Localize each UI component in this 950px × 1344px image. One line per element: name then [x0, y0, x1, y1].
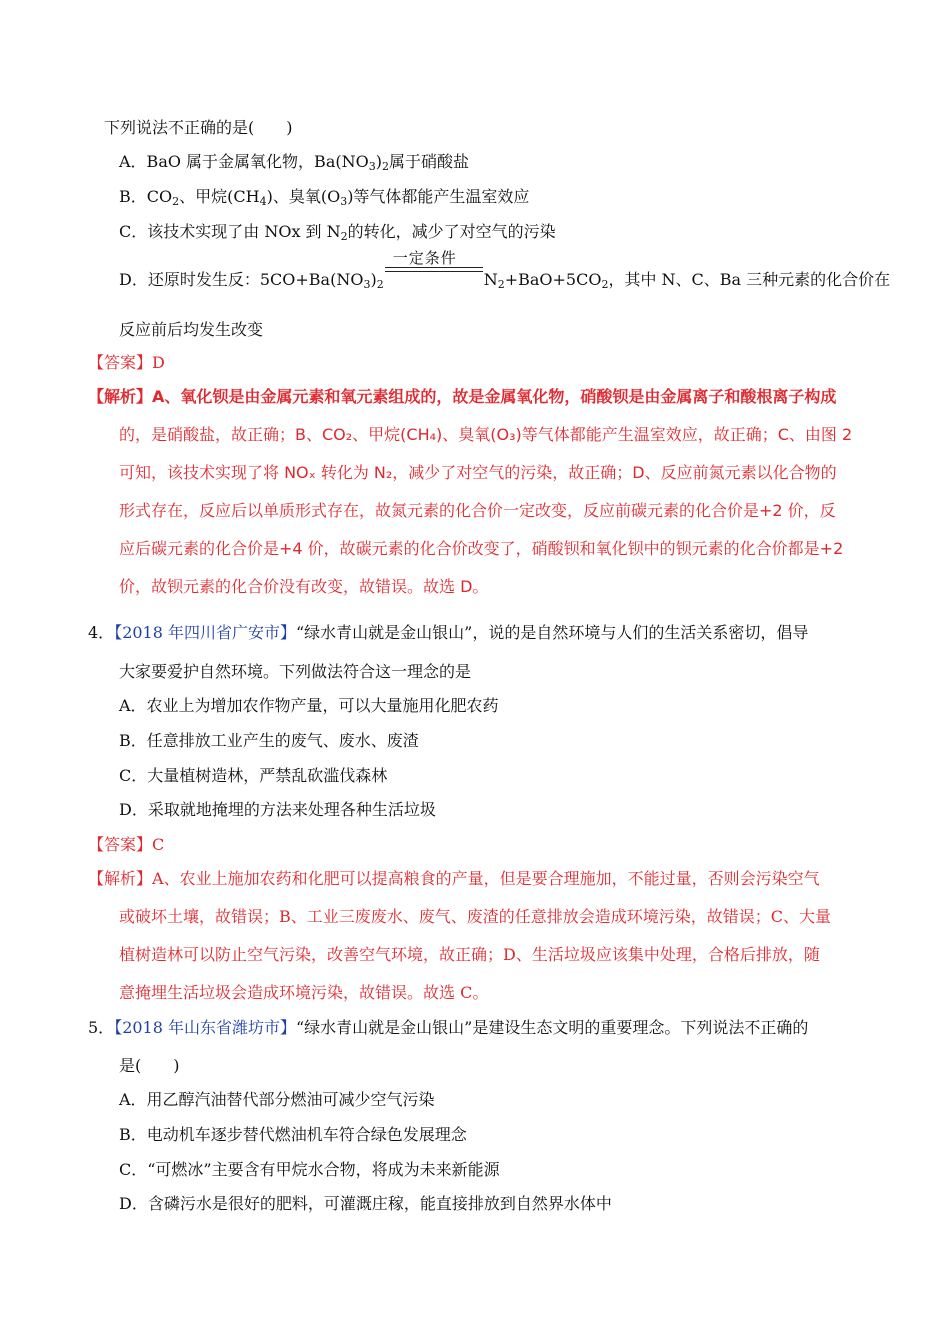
- answer-label: 【答案】: [88, 353, 153, 372]
- q5-option-a: A．用乙醇汽油替代部分燃油可减少空气污染: [119, 1090, 435, 1109]
- q4-analysis-line-3: 植树造林可以防止空气污染，改善空气环境，故正确；D、生活垃圾应该集中处理，合格后排放，随: [119, 945, 820, 964]
- q3-analysis-line-1: 【解析】A、氧化钡是由金属元素和氧元素组成的，故是金属氧化物，硝酸钡是由金属离子和酸根离子构成: [88, 387, 837, 406]
- analysis-label: 【解析】: [88, 869, 153, 888]
- q3-option-d-continued: 反应前后均发生改变: [119, 320, 264, 339]
- q3-option-a: A．BaO 属于金属氧化物，$Ba(NO_3)_2$属于硝酸盐: [119, 152, 469, 173]
- question-source: 【2018 年山东省潍坊市】: [114, 1018, 296, 1037]
- q3-option-d: D．还原时发生反：$5CO+Ba(NO_3)_2$ 一定条件 $N_2+BaO+5CO_2$，其中 N、C、Ba 三种元素的化合价在: [119, 249, 891, 291]
- answer-value: D: [152, 353, 165, 372]
- reaction-condition-arrow: [385, 249, 483, 291]
- q3-stem: 下列说法不正确的是( ): [104, 118, 293, 137]
- q4-analysis-line-4: 意掩埋生活垃圾会造成环境污染，故错误。故选 C。: [119, 983, 489, 1002]
- q5-option-d: D．含磷污水是很好的肥料，可灌溉庄稼，能直接排放到自然界水体中: [119, 1194, 612, 1213]
- q3-answer: [88, 352, 165, 374]
- question-source: 【2018 年四川省广安市】: [114, 623, 296, 642]
- answer-value: C: [152, 835, 165, 854]
- q3-analysis-line-2: 的，是硝酸盐，故正确；B、CO₂、甲烷(CH₄)、臭氧(O₃)等气体都能产生温室效应，故正确；C、由图 2: [119, 425, 853, 444]
- q4-stem-line-1: 4．【2018 年四川省广安市】“绿水青山就是金山银山”，说的是自然环境与人们的生活关系密切，倡导: [88, 623, 809, 642]
- q4-option-a: A．农业上为增加农作物产量，可以大量施用化肥农药: [119, 696, 499, 715]
- analysis-label: 【解析】: [88, 387, 153, 406]
- q4-option-d: D．采取就地掩埋的方法来处理各种生活垃圾: [119, 800, 436, 819]
- q3-option-c: C．该技术实现了由 NOx 到 $N_2$的转化，减少了对空气的污染: [119, 222, 556, 243]
- q5-stem-line-2: 是( ): [119, 1056, 180, 1075]
- q3-analysis-line-6: 价，故钡元素的化合价没有改变，故错误。故选 D。: [119, 577, 489, 596]
- q4-analysis-line-2: 或破坏土壤，故错误；B、工业三废废水、废气、废渣的任意排放会造成环境污染，故错误；C、大量: [119, 907, 832, 926]
- q3-analysis-line-4: 形式存在，反应后以单质形式存在，故氮元素的化合价一定改变，反应前碳元素的化合价是+2 价，反: [119, 501, 836, 520]
- q4-answer: [88, 834, 164, 856]
- q4-option-c: C．大量植树造林，严禁乱砍滥伐森林: [119, 766, 388, 785]
- question-number: 5．: [88, 1018, 115, 1037]
- q4-stem-line-2: 大家要爱护自然环境。下列做法符合这一理念的是: [119, 662, 472, 681]
- q4-analysis-line-1: 【解析】A、农业上施加农药和化肥可以提高粮食的产量，但是要合理施加，不能过量，否则会污染空气: [88, 869, 820, 888]
- q5-stem-line-1: 5．【2018 年山东省潍坊市】“绿水青山就是金山银山”是建设生态文明的重要理念。下列说法不正确的: [88, 1018, 809, 1037]
- answer-label: 【答案】: [88, 835, 153, 854]
- q3-analysis-line-3: 可知，该技术实现了将 NOₓ 转化为 N₂，减少了对空气的污染，故正确；D、反应前氮元素以化合物的: [119, 463, 837, 482]
- q4-option-b: B．任意排放工业产生的废气、废水、废渣: [119, 731, 419, 750]
- q3-option-b: B．$CO_2$、甲烷$(CH_4)$、臭氧$(O_3)$等气体都能产生温室效应: [119, 187, 530, 208]
- q5-option-c: C．“可燃冰”主要含有甲烷水合物，将成为未来新能源: [119, 1160, 500, 1179]
- q3-analysis-line-5: 应后碳元素的化合价是+4 价，故碳元素的化合价改变了，硝酸钡和氧化钡中的钡元素的化合价都是+2: [119, 539, 844, 558]
- reaction-condition-text: 一定条件: [392, 249, 457, 267]
- question-number: 4．: [88, 623, 115, 642]
- q5-option-b: B．电动机车逐步替代燃油机车符合绿色发展理念: [119, 1125, 467, 1144]
